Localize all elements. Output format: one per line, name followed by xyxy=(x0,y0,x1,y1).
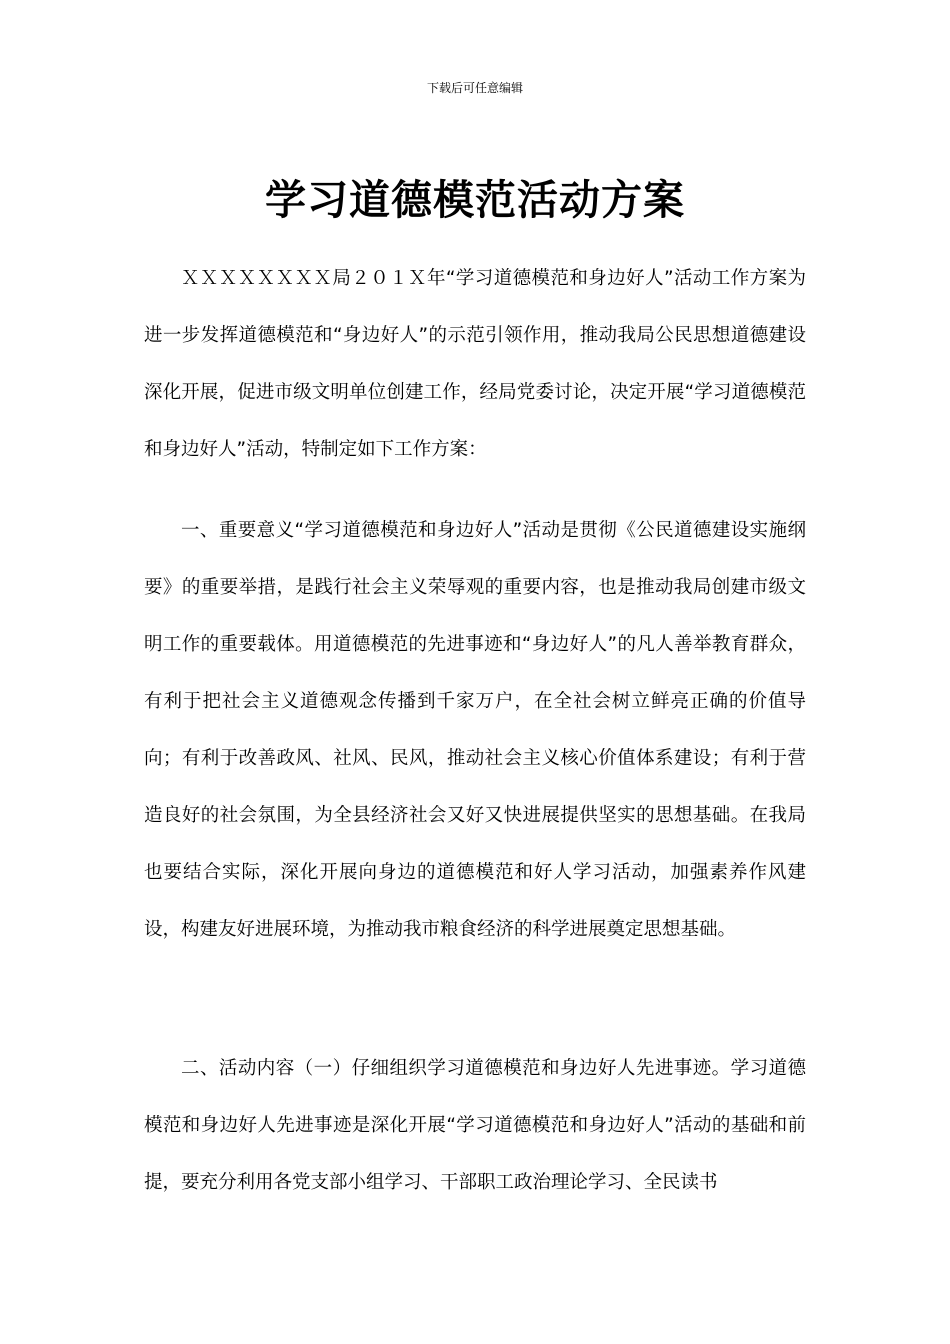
paragraph-significance: 一、重要意义“学习道德模范和身边好人”活动是贯彻《公民道德建设实施纲要》的重要举措，是践行社会主义荣辱观的重要内容，也是推动我局创建市级文明工作的重要载体。用道德模范的先进事迹和“身边好人”的凡人善举教育群众，有利于把社会主义道德观念传播到千家万户，在全社会树立鲜亮正确的价值导向；有利于改善政风、社风、民风，推动社会主义核心价值体系建设；有利于营造良好的社会氛围，为全县经济社会又好又快进展提供坚实的思想基础。在我局也要结合实际，深化开展向身边的道德模范和好人学习活动，加强素养作风建设，构建友好进展环境，为推动我市粮食经济的科学进展奠定思想基础。 xyxy=(144,520,806,940)
paragraph-intro: ＸＸＸＸＸＸＸＸ局２０１Ｘ年“学习道德模范和身边好人”活动工作方案为进一步发挥道德模范和“身边好人”的示范引领作用，推动我局公民思想道德建设深化开展，促进市级文明单位创建工作，经局党委讨论，决定开展“学习道德模范和身边好人”活动，特制定如下工作方案： xyxy=(144,268,806,460)
download-note: 下载后可任意编辑 xyxy=(426,81,523,95)
paragraph-activities: 二、活动内容（一）仔细组织学习道德模范和身边好人先进事迹。学习道德模范和身边好人先进事迹是深化开展“学习道德模范和身边好人”活动的基础和前提，要充分利用各党支部小组学习、干部职工政治理论学习、全民读书 xyxy=(144,1058,806,1193)
document-title: 学习道德模范活动方案 xyxy=(265,176,685,224)
